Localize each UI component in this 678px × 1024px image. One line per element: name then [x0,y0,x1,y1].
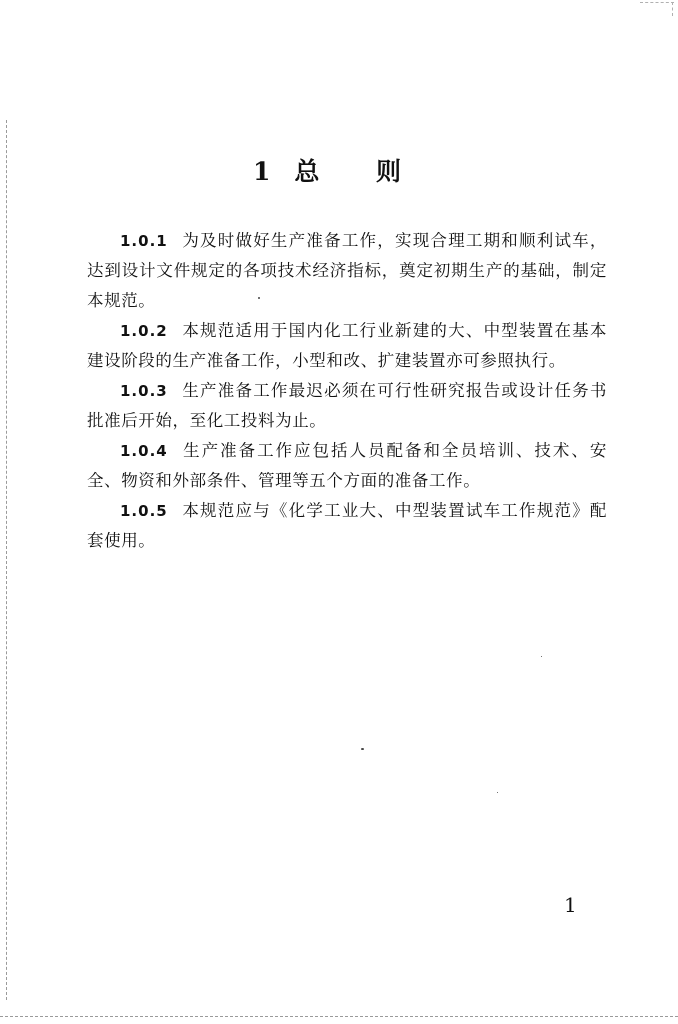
scan-edge-left [6,120,7,1000]
scan-edge-right [672,2,673,16]
scan-speck [497,792,498,793]
clause-text: 本规范应与《化学工业大、中型装置试车工作规范》配套使用。 [87,501,607,550]
page-number: 1 [564,893,577,917]
clause-number: 1.0.1 [120,232,168,250]
chapter-body [87,226,607,556]
clause-1-0-3 [87,376,607,436]
clause-number: 1.0.4 [120,442,168,460]
chapter-heading [0,152,678,188]
scan-edge-bottom [0,1016,678,1017]
clause-text: 为及时做好生产准备工作，实现合理工期和顺利试车，达到设计文件规定的各项技术经济指标，奠定初期生产的基础，制定本规范。 [87,231,607,310]
clause-1-0-5 [87,496,607,556]
clause-1-0-2 [87,316,607,376]
scan-speck [361,748,364,750]
chapter-number: 1 [252,157,277,186]
scan-speck [258,297,260,299]
clause-text: 本规范适用于国内化工行业新建的大、中型装置在基本建设阶段的生产准备工作，小型和改、扩建装置亦可参照执行。 [87,321,607,370]
scan-speck [541,656,542,657]
clause-number: 1.0.5 [120,502,168,520]
chapter-title: 总 则 [294,157,426,186]
clause-text: 生产准备工作应包括人员配备和全员培训、技术、安全、物资和外部条件、管理等五个方面的准备工作。 [87,441,607,490]
clause-number: 1.0.3 [120,382,168,400]
clause-text: 生产准备工作最迟必须在可行性研究报告或设计任务书批准后开始，至化工投料为止。 [87,381,607,430]
clause-1-0-4 [87,436,607,496]
clause-1-0-1 [87,226,607,316]
scan-edge-top [640,2,674,3]
clause-number: 1.0.2 [120,322,168,340]
